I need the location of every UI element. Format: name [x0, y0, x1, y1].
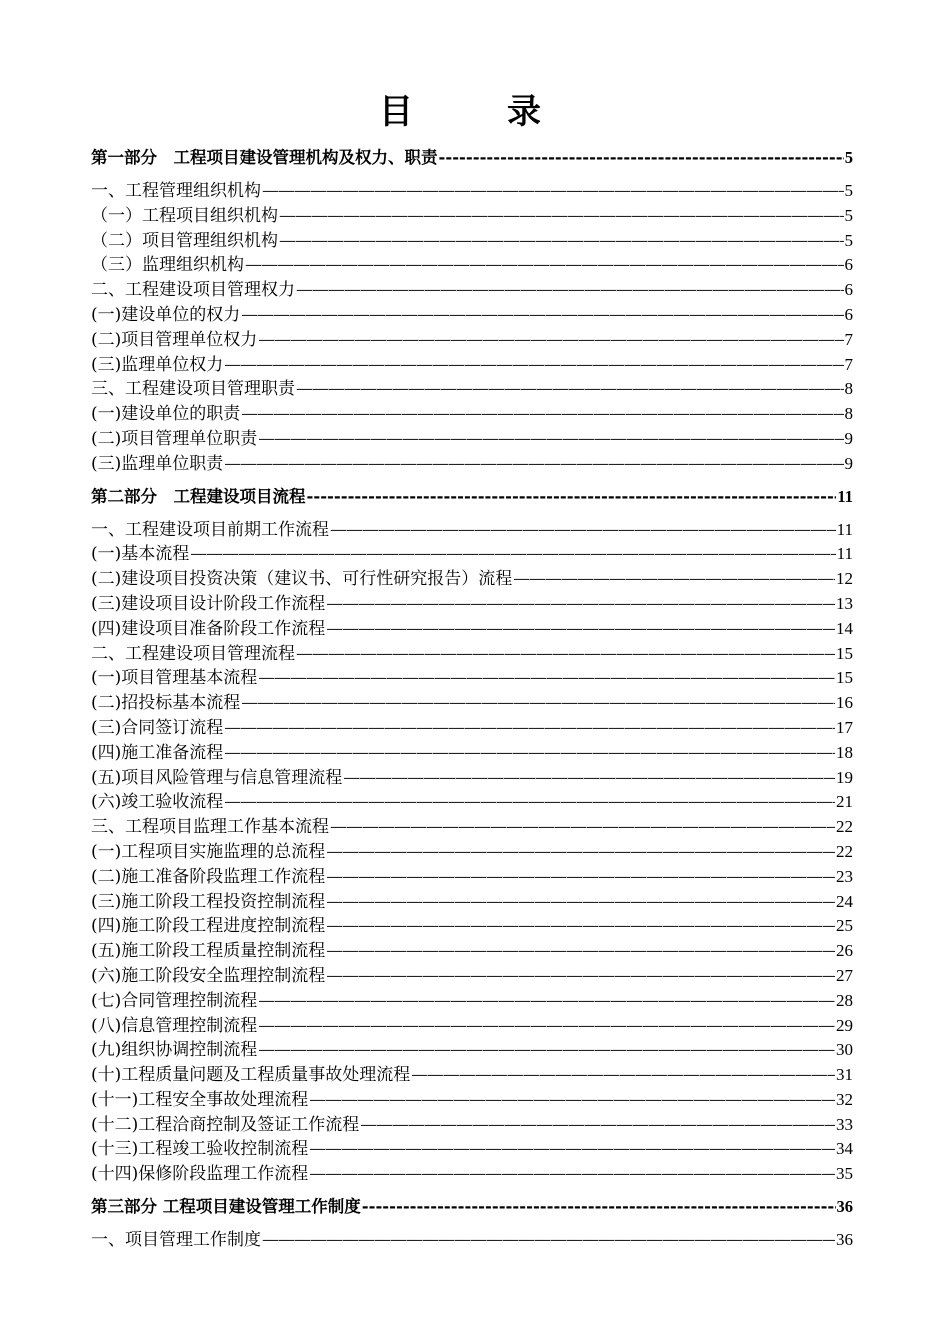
toc-leader	[307, 483, 837, 511]
toc-entry[interactable]	[91, 939, 853, 964]
toc-entry[interactable]	[91, 253, 853, 278]
toc-leader	[330, 815, 835, 840]
toc-leader	[309, 1162, 835, 1187]
toc-part-label: 第一部分 工程项目建设管理机构及权力、职责	[91, 148, 438, 167]
toc-page-number: 7	[844, 329, 853, 349]
toc-page-number: 6	[844, 280, 853, 300]
toc-entry-label: (一)基本流程	[91, 544, 190, 565]
toc-entry-label: (十二)工程洽商控制及签证工作流程	[91, 1114, 360, 1135]
toc-entry[interactable]	[91, 642, 853, 667]
toc-page-number: 14	[836, 618, 853, 638]
toc-entry-label: (二)施工准备阶段监理工作流程	[91, 866, 326, 887]
toc-title: 目 录	[379, 92, 571, 132]
toc-entry-label: (一)建设单位的职责	[91, 404, 241, 425]
toc-page-number: 6	[844, 255, 853, 275]
toc-part-heading[interactable]	[91, 1193, 853, 1221]
toc-entry[interactable]	[91, 303, 853, 328]
toc-leader	[296, 377, 844, 402]
toc-leader	[296, 278, 844, 303]
toc-entry-label: (三)监理单位职责	[91, 453, 224, 474]
toc-entry-label: (三)建设项目设计阶段工作流程	[91, 593, 326, 614]
toc-entry[interactable]	[91, 1014, 853, 1039]
toc-part-label: 第三部分 工程项目建设管理工作制度	[91, 1197, 361, 1217]
toc-leader	[362, 1193, 836, 1221]
toc-page-number: 26	[836, 941, 853, 961]
toc-entry-label: (四)施工准备流程	[91, 742, 224, 763]
toc-entry[interactable]	[91, 1038, 853, 1063]
toc-entry[interactable]	[91, 1063, 853, 1088]
toc-entry[interactable]	[91, 179, 853, 204]
toc-leader	[224, 716, 835, 741]
toc-page-number: 8	[844, 379, 853, 399]
toc-entry[interactable]	[91, 840, 853, 865]
toc-entry-label: (四)施工阶段工程进度控制流程	[91, 916, 326, 937]
toc-page-number: 34	[836, 1139, 853, 1159]
toc-page-number: 28	[836, 990, 853, 1010]
toc-page-number: 16	[836, 693, 853, 713]
toc-page-number: 36	[836, 1230, 853, 1250]
toc-leader	[245, 253, 844, 278]
toc-leader	[326, 840, 835, 865]
toc-leader	[258, 666, 835, 691]
toc-entry[interactable]	[91, 328, 853, 353]
table-of-contents	[91, 144, 853, 1253]
toc-entry-label: (十三)工程竣工验收控制流程	[91, 1139, 309, 1160]
toc-leader	[326, 964, 835, 989]
toc-entry-label: (十)工程质量问题及工程质量事故处理流程	[91, 1065, 411, 1086]
toc-leader	[326, 592, 835, 617]
toc-leader	[258, 427, 843, 452]
toc-entry-label: (十一)工程安全事故处理流程	[91, 1089, 309, 1110]
toc-leader	[343, 766, 835, 791]
toc-entry[interactable]	[91, 964, 853, 989]
toc-entry-label: (九)组织协调控制流程	[91, 1040, 258, 1061]
toc-entry[interactable]	[91, 691, 853, 716]
toc-page-number: 5	[844, 205, 853, 225]
toc-entry-label: (五)施工阶段工程质量控制流程	[91, 941, 326, 962]
toc-entry-label: (三)施工阶段工程投资控制流程	[91, 891, 326, 912]
toc-entry-label: （二）项目管理组织机构	[91, 230, 278, 251]
toc-leader	[326, 890, 835, 915]
toc-page-number: 27	[836, 965, 853, 985]
toc-leader	[411, 1063, 835, 1088]
toc-page-number: 25	[836, 916, 853, 936]
toc-leader	[258, 1014, 835, 1039]
toc-entry-label: (八)信息管理控制流程	[91, 1015, 258, 1036]
toc-page-number: 19	[836, 767, 853, 787]
toc-entry[interactable]	[91, 452, 853, 477]
toc-leader	[309, 1088, 835, 1113]
toc-leader	[258, 328, 843, 353]
toc-entry-label: (四)建设项目准备阶段工作流程	[91, 618, 326, 639]
toc-page-number: 5	[844, 230, 853, 250]
toc-page-number: 6	[844, 304, 853, 324]
toc-leader	[330, 518, 836, 543]
toc-entry-label: (一)项目管理基本流程	[91, 668, 258, 689]
toc-leader	[258, 1038, 835, 1063]
toc-page-number: 8	[844, 404, 853, 424]
toc-entry[interactable]	[91, 790, 853, 815]
toc-entry[interactable]	[91, 427, 853, 452]
toc-leader	[262, 1228, 835, 1253]
toc-page-number: 21	[836, 792, 853, 812]
toc-page-number: 9	[844, 428, 853, 448]
toc-entry[interactable]	[91, 666, 853, 691]
toc-page-number: 33	[836, 1114, 853, 1134]
toc-entry[interactable]	[91, 1162, 853, 1187]
toc-leader	[224, 452, 843, 477]
toc-entry[interactable]	[91, 617, 853, 642]
toc-entry-label: (六)竣工验收流程	[91, 792, 224, 813]
toc-page-number: 32	[836, 1089, 853, 1109]
toc-leader	[279, 204, 844, 229]
toc-page-number: 13	[836, 593, 853, 613]
toc-entry-label: (一)工程项目实施监理的总流程	[91, 841, 326, 862]
toc-entry-label: (十四)保修阶段监理工作流程	[91, 1164, 309, 1185]
toc-page-number: 7	[844, 354, 853, 374]
toc-page-number: 22	[836, 841, 853, 861]
toc-entry[interactable]	[91, 890, 853, 915]
toc-entry[interactable]	[91, 1137, 853, 1162]
toc-entry-label: (三)合同签订流程	[91, 717, 224, 738]
toc-entry[interactable]	[91, 1088, 853, 1113]
toc-page-number: 12	[836, 569, 853, 589]
toc-page-number: 5	[844, 181, 853, 200]
toc-page-number: 36	[836, 1197, 853, 1217]
toc-leader	[224, 741, 835, 766]
toc-page-number: 18	[836, 742, 853, 762]
toc-leader	[241, 691, 835, 716]
toc-page-number: 22	[836, 817, 853, 837]
toc-entry-label: 二、工程建设项目管理权力	[91, 280, 295, 301]
toc-page-number: 15	[836, 668, 853, 688]
toc-entry[interactable]	[91, 567, 853, 592]
toc-entry[interactable]	[91, 815, 853, 840]
toc-entry-label: (二)建设项目投资决策（建议书、可行性研究报告）流程	[91, 569, 513, 590]
toc-page-number: 11	[836, 544, 853, 564]
toc-entry[interactable]	[91, 1228, 853, 1253]
toc-part-label: 第二部分 工程建设项目流程	[91, 486, 306, 506]
toc-entry-label: 三、工程项目监理工作基本流程	[91, 817, 329, 838]
toc-leader	[326, 914, 835, 939]
toc-leader	[224, 790, 835, 815]
toc-leader	[439, 144, 844, 172]
toc-leader	[190, 542, 835, 567]
toc-leader	[241, 303, 843, 328]
toc-leader	[241, 402, 843, 427]
toc-entry-label: (六)施工阶段安全监理控制流程	[91, 965, 326, 986]
toc-page-number: 35	[836, 1164, 853, 1184]
toc-entry[interactable]	[91, 402, 853, 427]
toc-leader	[279, 229, 844, 254]
toc-page-number: 31	[836, 1065, 853, 1085]
toc-entry[interactable]	[91, 542, 853, 567]
toc-page-number: 5	[844, 148, 853, 167]
toc-leader	[309, 1137, 835, 1162]
toc-entry-label: 二、工程建设项目管理流程	[91, 643, 295, 664]
toc-entry[interactable]	[91, 353, 853, 378]
toc-page-number: 24	[836, 891, 853, 911]
toc-leader	[360, 1113, 835, 1138]
toc-page-number: 11	[836, 519, 853, 539]
toc-leader	[326, 939, 835, 964]
toc-part-heading[interactable]	[91, 483, 853, 511]
toc-entry[interactable]	[91, 766, 853, 791]
toc-entry-label: (一)建设单位的权力	[91, 304, 241, 325]
toc-page-number: 15	[836, 643, 853, 663]
toc-entry[interactable]	[91, 592, 853, 617]
toc-entry-label: (七)合同管理控制流程	[91, 990, 258, 1011]
toc-entry[interactable]	[91, 989, 853, 1014]
toc-entry[interactable]	[91, 914, 853, 939]
toc-page-number: 17	[836, 717, 853, 737]
toc-leader	[296, 642, 835, 667]
toc-page-number: 9	[844, 453, 853, 473]
toc-entry[interactable]	[91, 716, 853, 741]
toc-entry-label: 一、工程管理组织机构	[91, 181, 261, 201]
toc-leader	[224, 353, 843, 378]
toc-page-number: 11	[837, 486, 853, 506]
toc-entry[interactable]	[91, 1113, 853, 1138]
toc-entry[interactable]	[91, 518, 853, 543]
toc-page-number: 30	[836, 1040, 853, 1060]
toc-entry-label: 一、工程建设项目前期工作流程	[91, 519, 329, 540]
toc-entry[interactable]	[91, 278, 853, 303]
toc-leader	[326, 865, 835, 890]
toc-leader	[258, 989, 835, 1014]
toc-entry[interactable]	[91, 377, 853, 402]
toc-entry-label: (二)招投标基本流程	[91, 693, 241, 714]
toc-entry-label: 一、项目管理工作制度	[91, 1230, 261, 1251]
toc-entry-label: （三）监理组织机构	[91, 255, 244, 276]
toc-entry-label: (三)监理单位权力	[91, 354, 224, 375]
toc-leader	[513, 567, 835, 592]
toc-entry-label: (二)项目管理单位职责	[91, 428, 258, 449]
toc-entry-label: 三、工程建设项目管理职责	[91, 379, 295, 400]
toc-entry[interactable]	[91, 204, 853, 229]
toc-entry-label: (五)项目风险管理与信息管理流程	[91, 767, 343, 788]
toc-page-number: 23	[836, 866, 853, 886]
toc-leader	[326, 617, 835, 642]
toc-entry[interactable]	[91, 865, 853, 890]
toc-leader	[262, 179, 844, 204]
toc-entry[interactable]	[91, 741, 853, 766]
toc-page-number: 29	[836, 1015, 853, 1035]
toc-entry-label: (二)项目管理单位权力	[91, 329, 258, 350]
toc-entry-label: （一）工程项目组织机构	[91, 205, 278, 226]
toc-entry[interactable]	[91, 229, 853, 254]
toc-part-heading[interactable]	[91, 144, 853, 172]
